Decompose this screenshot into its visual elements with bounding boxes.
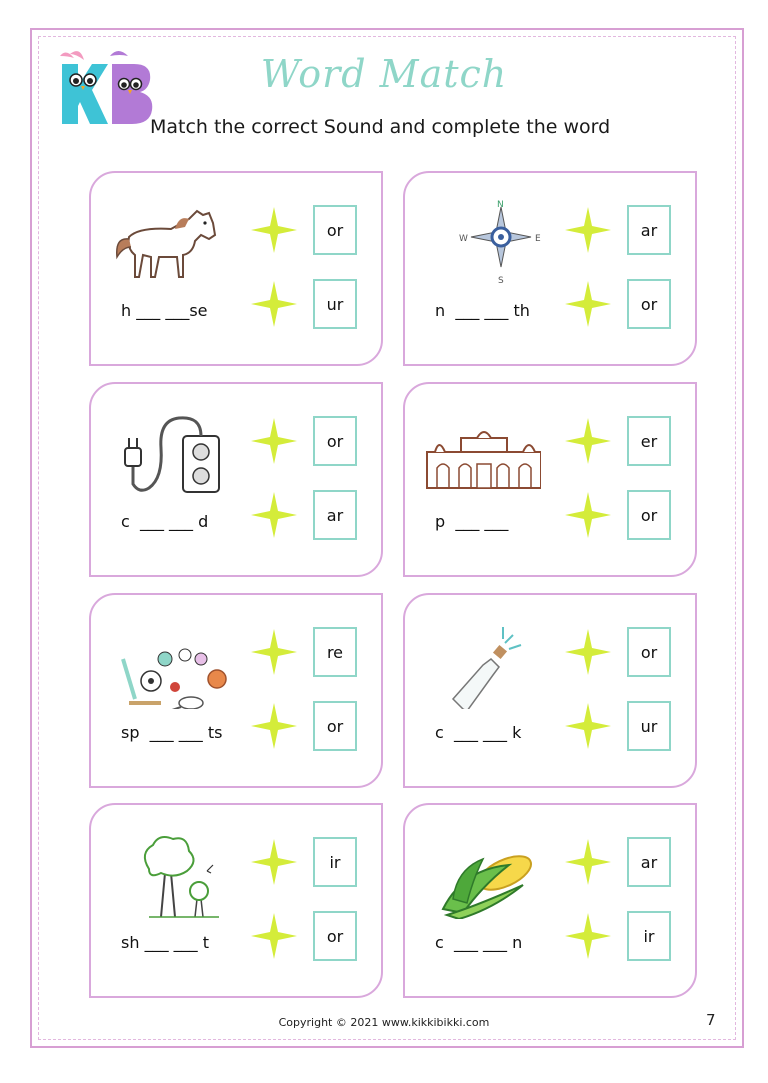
word-with-blanks: h ___ ___se [121, 301, 208, 320]
word-with-blanks: p ___ ___ [435, 512, 509, 531]
word-with-blanks: c ___ ___ d [121, 512, 209, 531]
compass-letter-n: N [497, 200, 504, 210]
word-card-3 [89, 382, 383, 577]
word-with-blanks: n ___ ___ th [435, 301, 530, 320]
star-icon [251, 629, 297, 675]
sound-option-box[interactable]: ur [313, 279, 357, 329]
sound-option-box[interactable]: re [313, 627, 357, 677]
sound-option-box[interactable]: ur [627, 701, 671, 751]
sound-option-box[interactable]: ar [627, 205, 671, 255]
sound-option-box[interactable]: or [627, 279, 671, 329]
sound-option-box[interactable]: ir [313, 837, 357, 887]
word-card-8 [403, 803, 697, 998]
star-icon [565, 629, 611, 675]
star-icon [251, 207, 297, 253]
sound-option-box[interactable]: ir [627, 911, 671, 961]
sports-equipment-icon [109, 619, 227, 709]
star-icon [251, 913, 297, 959]
compass-letter-w: W [459, 234, 468, 244]
compass-letter-e: E [535, 234, 541, 244]
corn-icon [423, 829, 541, 919]
star-icon [565, 839, 611, 885]
word-card-4 [403, 382, 697, 577]
cork-bottle-icon [423, 619, 541, 709]
page-title: Word Match [260, 52, 508, 96]
sound-option-box[interactable]: er [627, 416, 671, 466]
star-icon [251, 418, 297, 464]
word-card-1 [89, 171, 383, 366]
word-card-5 [89, 593, 383, 788]
sound-option-box[interactable]: ar [313, 490, 357, 540]
star-icon [565, 703, 611, 749]
sound-option-box[interactable]: or [627, 490, 671, 540]
word-with-blanks: sp ___ ___ ts [121, 723, 223, 742]
word-card-2 [403, 171, 697, 366]
word-with-blanks: c ___ ___ k [435, 723, 522, 742]
copyright-footer: Copyright © 2021 www.kikkibikki.com [278, 1016, 490, 1029]
star-icon [251, 281, 297, 327]
sound-option-box[interactable]: or [627, 627, 671, 677]
sound-option-box[interactable]: or [313, 205, 357, 255]
palace-icon [423, 408, 541, 498]
word-card-6 [403, 593, 697, 788]
star-icon [565, 913, 611, 959]
word-card-7 [89, 803, 383, 998]
word-with-blanks: sh ___ ___ t [121, 933, 210, 952]
star-icon [565, 492, 611, 538]
page-number: 7 [706, 1011, 716, 1029]
word-with-blanks: c ___ ___ n [435, 933, 523, 952]
page-instructions: Match the correct Sound and complete the word [150, 116, 611, 138]
extension-cord-icon [109, 408, 227, 498]
compass-letter-s: S [498, 276, 504, 286]
star-icon [251, 492, 297, 538]
trees-icon [109, 829, 227, 919]
sound-option-box[interactable]: or [313, 911, 357, 961]
star-icon [251, 839, 297, 885]
sound-option-box[interactable]: ar [627, 837, 671, 887]
star-icon [565, 281, 611, 327]
compass-icon [423, 197, 541, 287]
sound-option-box[interactable]: or [313, 416, 357, 466]
sound-option-box[interactable]: or [313, 701, 357, 751]
star-icon [251, 703, 297, 749]
horse-icon [109, 197, 227, 287]
star-icon [565, 207, 611, 253]
star-icon [565, 418, 611, 464]
